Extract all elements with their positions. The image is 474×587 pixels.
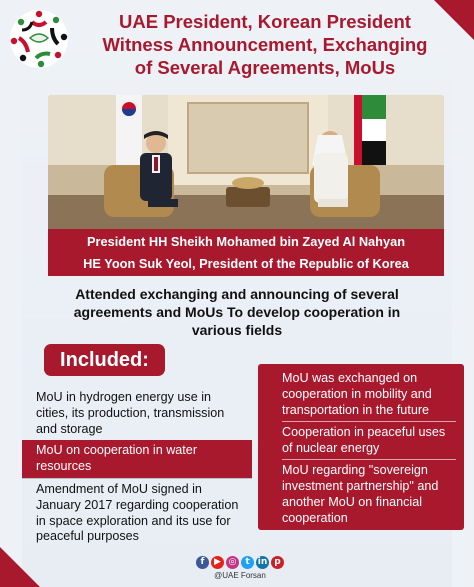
- twitter-icon[interactable]: t: [241, 556, 254, 569]
- list-item: Cooperation in peaceful uses of nuclear energy: [282, 421, 456, 459]
- list-item: MoU in hydrogen energy use in cities, its production, transmission and storage: [36, 390, 225, 436]
- attended-summary: [30, 285, 444, 339]
- youtube-icon[interactable]: ▶: [211, 556, 224, 569]
- attended-line-3: various fields: [191, 322, 283, 338]
- list-item: MoU was exchanged on cooperation in mobility and transportation in the future: [282, 371, 432, 417]
- leader-name-1: President HH Sheikh Mohamed bin Zayed Al Nahyan: [86, 234, 406, 249]
- corner-decoration-bottom: [0, 547, 40, 587]
- title-line-3: of Several Agreements, MoUs: [134, 57, 396, 78]
- title-line-1: UAE President, Korean President: [119, 11, 411, 32]
- facebook-icon[interactable]: f: [196, 556, 209, 569]
- linkedin-icon[interactable]: in: [257, 557, 268, 567]
- title-line-2: Witness Announcement, Exchanging: [102, 34, 428, 55]
- list-item: Amendment of MoU signed in January 2017 regarding cooperation in space exploration and its use for peaceful purposes: [22, 478, 252, 548]
- list-item: MoU on cooperation in water resources: [22, 440, 252, 478]
- leader-name-2: HE Yoon Suk Yeol, President of the Republic of Korea: [83, 256, 409, 271]
- left-frame: [0, 0, 22, 587]
- list-item: MoU regarding "sovereign investment partnership" and another MoU on financial cooperation: [282, 459, 456, 529]
- attended-line-1: Attended exchanging and announcing of several: [75, 286, 399, 302]
- included-heading: Included:: [44, 344, 165, 376]
- attended-line-2: agreements and MoUs To develop cooperation in: [73, 304, 401, 320]
- social-icons: [192, 556, 288, 570]
- right-agreements-list: [258, 364, 464, 530]
- meeting-photo: [48, 95, 444, 233]
- instagram-icon[interactable]: ◎: [226, 556, 239, 569]
- page-title: [80, 10, 450, 79]
- left-agreements-list: [22, 387, 252, 548]
- social-handle: @UAE Forsan: [214, 571, 266, 580]
- emblem-logo: [8, 8, 70, 70]
- pinterest-icon[interactable]: p: [271, 556, 284, 569]
- leaders-names-banner: [48, 229, 444, 276]
